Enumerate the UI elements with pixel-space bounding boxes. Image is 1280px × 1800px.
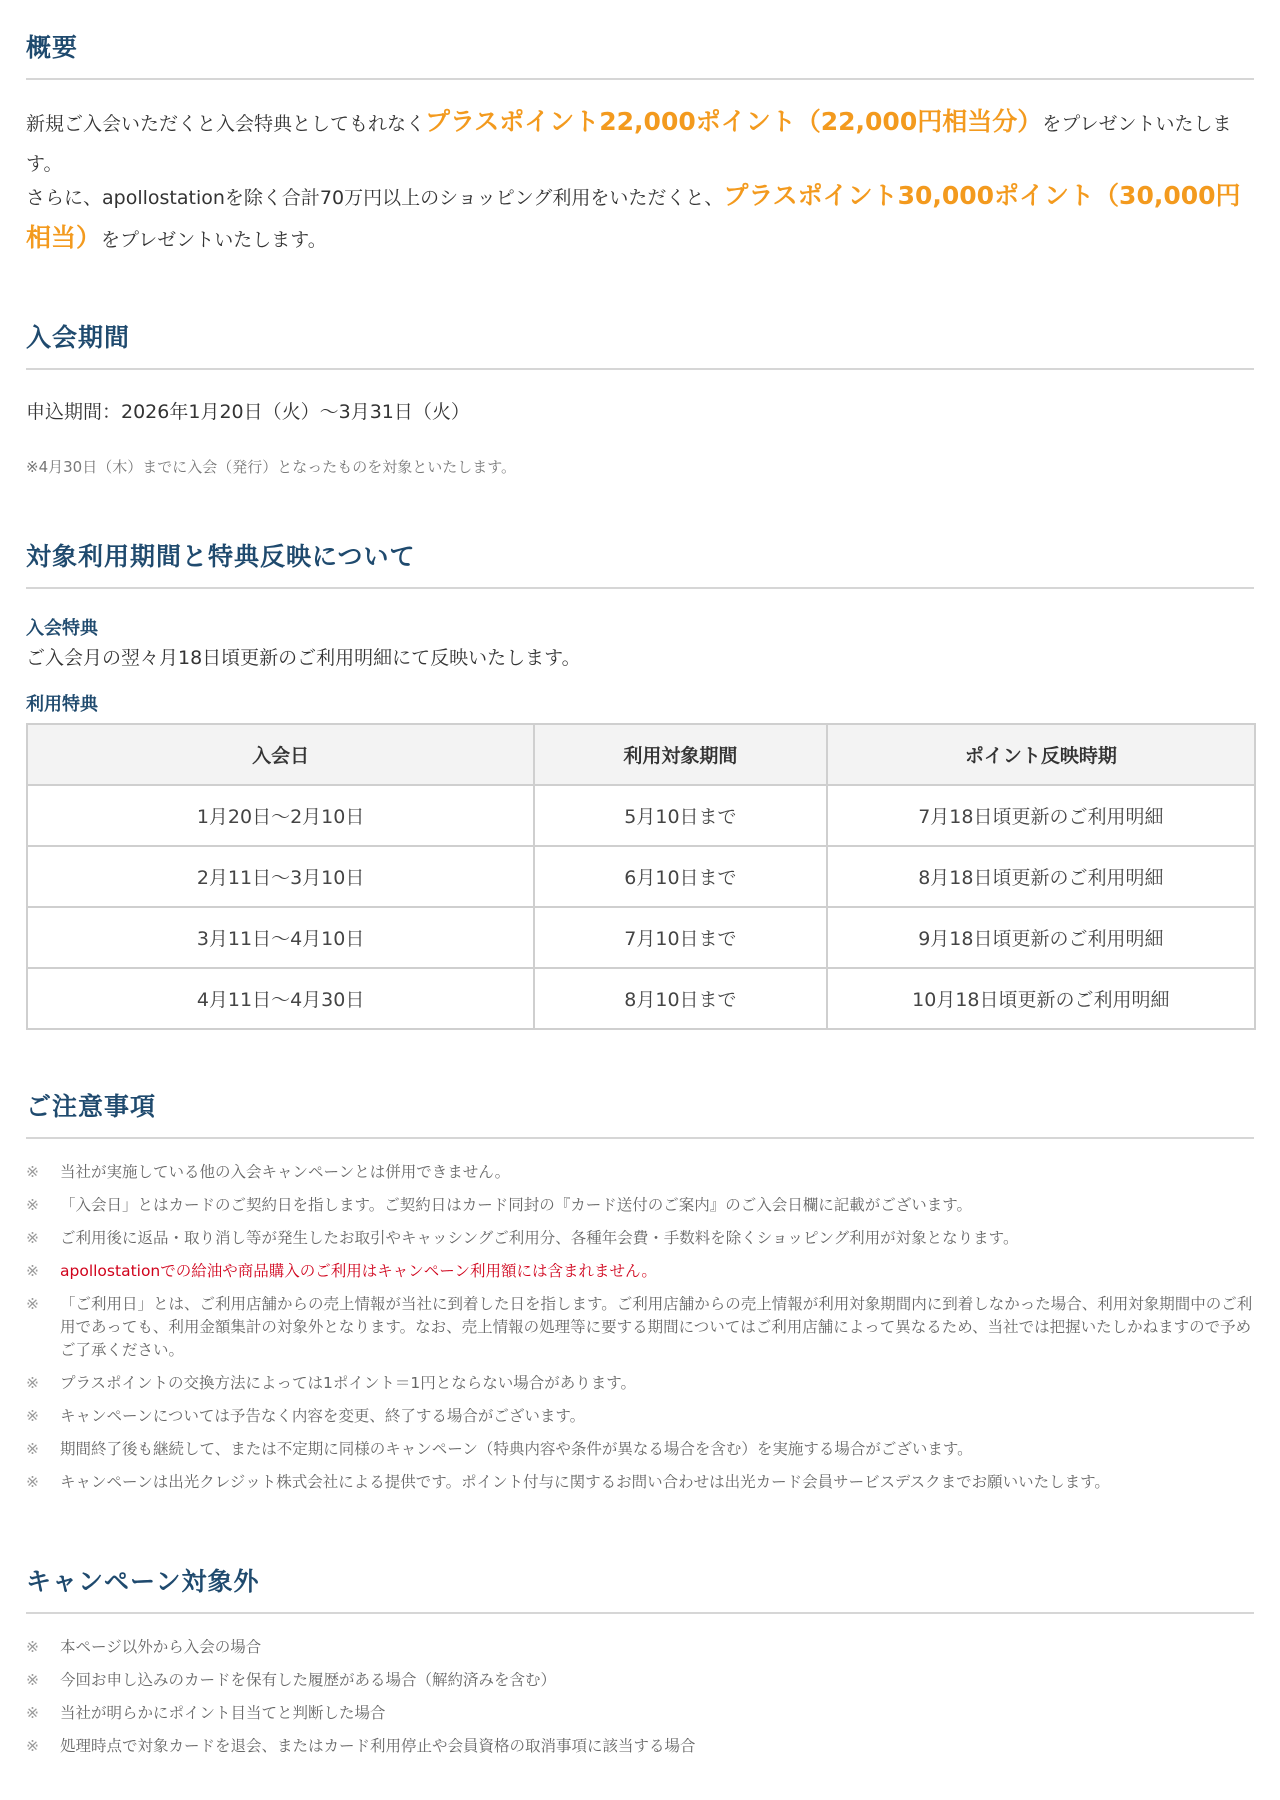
- benefit-schedule-table: [26, 723, 1256, 1030]
- usage-heading: 対象利用期間と特典反映について: [26, 537, 1254, 589]
- list-item: [26, 1669, 1256, 1692]
- note-mark: ※: [26, 1229, 39, 1247]
- list-item: [26, 1702, 1256, 1725]
- list-item: [26, 1405, 1256, 1428]
- note-text: プラスポイントの交換方法によっては1ポイント＝1円とならない場合があります。: [60, 1374, 637, 1392]
- excluded-list: [26, 1636, 1256, 1768]
- application-period: 申込期間：2026年1月20日（火）～3月31日（火）: [26, 401, 470, 423]
- note-text: 「ご利用日」とは、ご利用店舗からの売上情報が当社に到着した日を指します。ご利用店舗からの売上情報が利用対象期間内に到着しなかった場合、利用対象期間中のご利用であっても、利用金額集計の対象外となります。なお、売上情報の処理等に要する期間についてはご利用店舗によって異なるため、当社では把握いたしかねますので予めご了承ください。: [60, 1295, 1253, 1359]
- note-text: キャンペーンについては予告なく内容を変更、終了する場合がございます。: [60, 1407, 586, 1425]
- note-mark: ※: [26, 1704, 39, 1722]
- list-item: [26, 1161, 1256, 1184]
- list-item: [26, 1438, 1256, 1461]
- cell-point-timing: 9月18日頃更新のご利用明細: [827, 907, 1255, 968]
- note-mark: ※: [26, 1671, 39, 1689]
- note-mark: ※: [26, 1440, 39, 1458]
- excluded-text: 処理時点で対象カードを退会、またはカード利用停止や会員資格の取消事項に該当する場合: [60, 1737, 696, 1755]
- note-text: 期間終了後も継続して、または不定期に同様のキャンペーン（特典内容や条件が異なる場合を含む）を実施する場合がございます。: [60, 1440, 973, 1458]
- table-row: [27, 846, 1255, 907]
- table-row: [27, 907, 1255, 968]
- note-mark: ※: [26, 1473, 39, 1491]
- table-header-row: [27, 724, 1255, 785]
- note-mark: ※: [26, 1295, 39, 1313]
- note-mark: ※: [26, 1262, 39, 1280]
- cell-point-timing: 8月18日頃更新のご利用明細: [827, 846, 1255, 907]
- note-mark: ※: [26, 1374, 39, 1392]
- note-mark: ※: [26, 1196, 39, 1214]
- overview-p2-before: さらに、apollostationを除く合計70万円以上のショッピング利用をいただくと、: [26, 187, 724, 209]
- table-row: [27, 785, 1255, 846]
- excluded-text: 今回お申し込みのカードを保有した履歴がある場合（解約済みを含む）: [60, 1671, 557, 1689]
- join-benefit-text: ご入会月の翌々月18日頃更新のご利用明細にて反映いたします。: [26, 647, 581, 669]
- overview-p1-highlight: プラスポイント22,000ポイント（22,000円相当分）: [425, 107, 1043, 136]
- cell-join-date: 4月11日～4月30日: [27, 968, 534, 1029]
- list-item: [26, 1227, 1256, 1250]
- overview-p2-highlight: プラスポイント30,000ポイント（30,000円相当）: [26, 181, 1241, 252]
- excluded-heading: キャンペーン対象外: [26, 1562, 1254, 1614]
- cell-usage-period: 7月10日まで: [534, 907, 827, 968]
- table-row: [27, 968, 1255, 1029]
- note-mark: ※: [26, 1638, 39, 1656]
- list-item: [26, 1293, 1256, 1362]
- excluded-text: 本ページ以外から入会の場合: [60, 1638, 262, 1656]
- list-item: [26, 1636, 1256, 1659]
- use-benefit-label: 利用特典: [26, 694, 98, 715]
- overview-p1-before: 新規ご入会いただくと入会特典としてもれなく: [26, 113, 426, 135]
- list-item: [26, 1194, 1256, 1217]
- list-item: [26, 1372, 1256, 1395]
- overview-p1-after: をプレゼントいたします。: [26, 113, 1232, 175]
- excluded-text: 当社が明らかにポイント目当てと判断した場合: [60, 1704, 386, 1722]
- period-note: ※4月30日（木）までに入会（発行）となったものを対象といたします。: [26, 458, 517, 476]
- join-benefit-label: 入会特典: [26, 618, 98, 639]
- cell-usage-period: 8月10日まで: [534, 968, 827, 1029]
- cell-point-timing: 10月18日頃更新のご利用明細: [827, 968, 1255, 1029]
- note-text: ご利用後に返品・取り消し等が発生したお取引やキャッシングご利用分、各種年会費・手数料を除くショッピング利用が対象となります。: [60, 1229, 1019, 1247]
- cell-usage-period: 6月10日まで: [534, 846, 827, 907]
- col-usage-period: 利用対象期間: [534, 724, 827, 785]
- overview-paragraph-2: [26, 176, 1254, 260]
- cell-usage-period: 5月10日まで: [534, 785, 827, 846]
- notes-list: [26, 1161, 1256, 1504]
- list-item-warning: [26, 1260, 1256, 1283]
- list-item: [26, 1735, 1256, 1758]
- overview-paragraph-1: [26, 102, 1254, 184]
- note-mark: ※: [26, 1737, 39, 1755]
- col-join-date: 入会日: [27, 724, 534, 785]
- list-item: [26, 1471, 1256, 1494]
- cell-join-date: 1月20日～2月10日: [27, 785, 534, 846]
- overview-heading: 概要: [26, 28, 1254, 80]
- note-mark: ※: [26, 1407, 39, 1425]
- period-heading: 入会期間: [26, 318, 1254, 370]
- note-text: 当社が実施している他の入会キャンペーンとは併用できません。: [60, 1163, 511, 1181]
- notes-heading: ご注意事項: [26, 1087, 1254, 1139]
- cell-join-date: 3月11日～4月10日: [27, 907, 534, 968]
- note-text-warning: apollostationでの給油や商品購入のご利用はキャンペーン利用額には含まれません。: [60, 1262, 657, 1280]
- cell-point-timing: 7月18日頃更新のご利用明細: [827, 785, 1255, 846]
- overview-p2-after: をプレゼントいたします。: [101, 229, 327, 251]
- note-text: キャンペーンは出光クレジット株式会社による提供です。ポイント付与に関するお問い合わせは出光カード会員サービスデスクまでお願いいたします。: [60, 1473, 1110, 1491]
- col-point-timing: ポイント反映時期: [827, 724, 1255, 785]
- note-mark: ※: [26, 1163, 39, 1181]
- cell-join-date: 2月11日～3月10日: [27, 846, 534, 907]
- note-text: 「入会日」とはカードのご契約日を指します。ご契約日はカード同封の『カード送付のご案内』のご入会日欄に記載がございます。: [60, 1196, 973, 1214]
